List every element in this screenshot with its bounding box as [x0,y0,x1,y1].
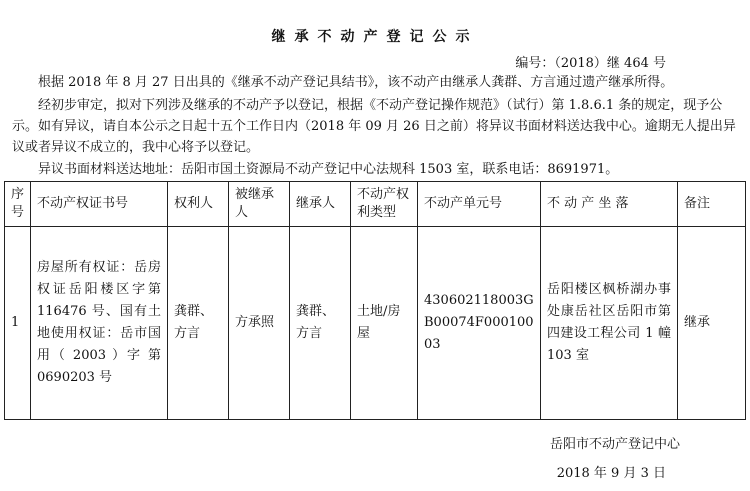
property-table [4,181,746,420]
table-header-row [5,182,746,227]
cell-cert-no: 房屋所有权证：岳房权证岳阳楼区字第 116476 号、国有土地使用权证：岳市国用（ 2003 ）字 第 0690203 号 [31,227,168,420]
header-right-holder: 权利人 [168,182,229,227]
header-remark: 备注 [678,182,746,227]
cell-remark: 继承 [678,227,746,420]
header-location: 不 动 产 坐 落 [541,182,678,227]
paragraph-announcement: 经初步审定，拟对下列涉及继承的不动产予以登记，根据《不动产登记操作规范》（试行）第 1.8.6.1 条的规定，现予公示。如有异议，请自本公示之日起十五个工作日内（2018 年 09 月 26 日之前）将异议书面材料送达我中心。逾期无人提出异议或者异议不成立的，我中心将予以登记。 [12,98,736,155]
issue-date: 2018 年 9 月 3 日 [556,466,666,481]
cell-heir: 龚群、方言 [290,227,351,420]
table-row [5,227,746,420]
header-heir: 继承人 [290,182,351,227]
issuing-organization: 岳阳市不动产登记中心 [549,437,680,452]
header-right-type: 不动产权利类型 [351,182,418,227]
cell-location: 岳阳楼区枫桥湖办事处康岳社区岳阳市第四建设工程公司 1 幢 103 室 [541,227,678,420]
header-cert-no: 不动产权证书号 [31,182,168,227]
header-seq: 序号 [5,182,31,227]
document-number: 编号：（2018）继 464 号 [515,56,666,71]
header-decedent: 被继承人 [229,182,290,227]
cell-right-type: 土地/房屋 [351,227,418,420]
cell-right-holder: 龚群、方言 [168,227,229,420]
paragraph-objection-address: 异议书面材料送达地址：岳阳市国土资源局不动产登记中心法规科 1503 室，联系电话：8691971。 [38,162,619,177]
cell-seq: 1 [5,227,31,420]
header-unit-no: 不动产单元号 [418,182,541,227]
paragraph-basis: 根据 2018 年 8 月 27 日出具的《继承不动产登记具结书》，该不动产由继承人龚群、方言通过遗产继承所得。 [38,75,674,90]
cell-decedent: 方承照 [229,227,290,420]
cell-unit-no: 430602118003GB00074F00010003 [418,227,541,420]
page-title: 继承不动产登记公示 [271,29,479,45]
